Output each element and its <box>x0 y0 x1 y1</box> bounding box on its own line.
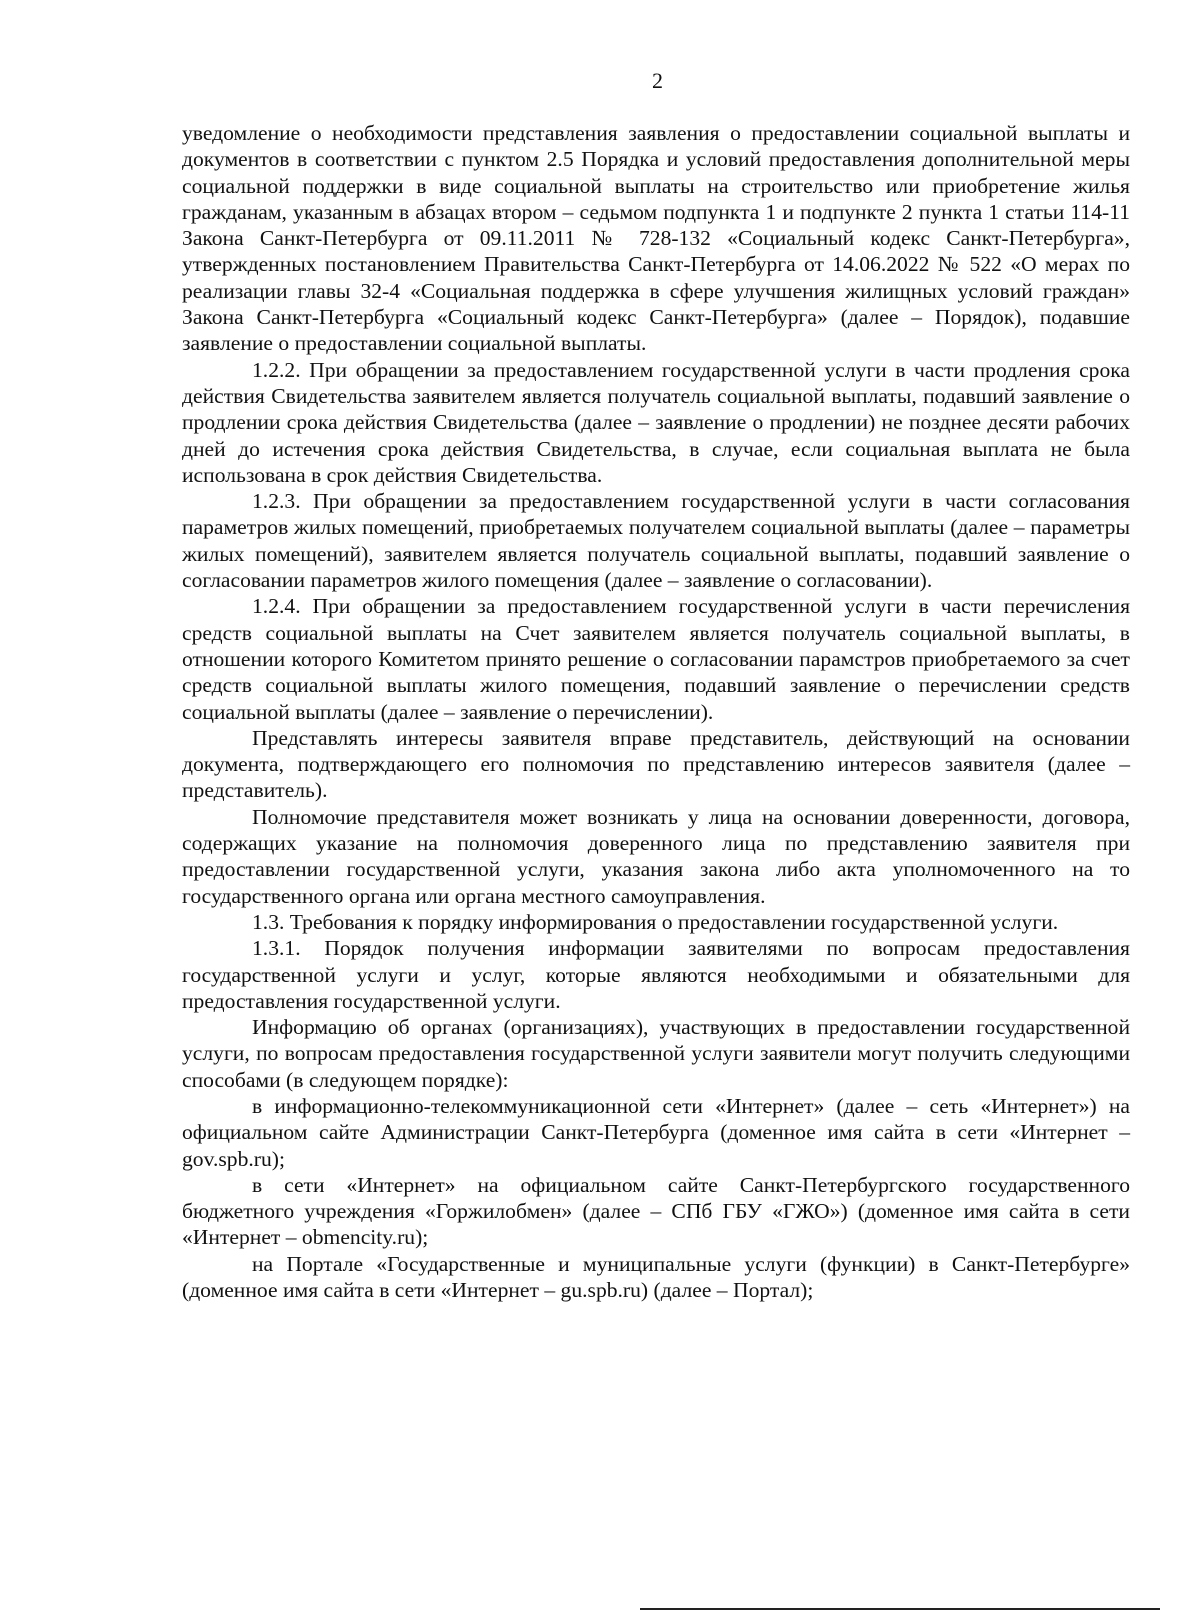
paragraph-continuation: уведомление о необходимости представления заявления о предоставлении социальной выплаты и документов в соответствии с пунктом 2.5 Порядка и условий предоставления дополнительной меры социальной поддержки в виде социальной выплаты на строительство или приобретение жилья гражданам, указанным в абзацах втором – седьмом подпункта 1 и подпункте 2 пункта 1 статьи 114-11 Закона Санкт-Петербурга от 09.11.2011 № 728-132 «Социальный кодекс Санкт-Петербурга», утвержденных постановлением Правительства Санкт-Петербурга от 14.06.2022 № 522 «О мерах по реализации главы 32-4 «Социальная поддержка в сфере улучшения жилищных условий граждан» Закона Санкт-Петербурга «Социальный кодекс Санкт-Петербурга» (далее – Порядок), подавшие заявление о предоставлении социальной выплаты. <box>182 121 1130 356</box>
paragraph-1-2-2: 1.2.2. При обращении за предоставлением государственной услуги в части продления срока действия Свидетельства заявителем является получатель социальной выплаты, подавший заявление о продлении срока действия Свидетельства (далее – заявление о продлении) не позднее десяти рабочих дней до истечения срока действия Свидетельства, в случае, если социальная выплата не была использована в срок действия Свидетельства. <box>182 357 1130 487</box>
paragraph-1-2-3: 1.2.3. При обращении за предоставлением государственной услуги в части согласования параметров жилых помещений, приобретаемых получателем социальной выплаты (далее – параметры жилых помещений), заявителем является получатель социальной выплаты, подавший заявление о согласовании параметров жилого помещения (далее – заявление о согласовании). <box>182 489 1130 593</box>
bottom-divider <box>640 1608 1160 1610</box>
document-body <box>182 120 1130 1303</box>
paragraph-gu-spb-portal: на Портале «Государственные и муниципальные услуги (функции) в Санкт-Петербурге» (доменное имя сайта в сети «Интернет – gu.spb.ru) (далее – Портал); <box>182 1251 1130 1303</box>
paragraph-1-2-4: 1.2.4. При обращении за предоставлением государственной услуги в части перечисления средств социальной выплаты на Счет заявителем является получатель социальной выплаты, в отношении которого Комитетом принято решение о согласовании парамстров приобретаемого за счет средств социальной выплаты жилого помещения, подавший заявление о перечислении средств социальной выплаты (далее – заявление о перечислении). <box>182 594 1130 724</box>
paragraph-representative: Представлять интересы заявителя вправе представитель, действующий на основании документа, подтверждающего его полномочия по представлению интересов заявителя (далее – представитель). <box>182 725 1130 803</box>
paragraph-1-3-1: 1.3.1. Порядок получения информации заявителями по вопросам предоставления государственной услуги и услуг, которые являются необходимыми и обязательными для предоставления государственной услуги. <box>182 936 1130 1013</box>
paragraph-information-ways: Информацию об органах (организациях), участвующих в предоставлении государственной услуги, по вопросам предоставления государственной услуги заявители могут получить следующими способами (в следующем порядке): <box>182 1015 1130 1092</box>
paragraph-1-3: 1.3. Требования к порядку информирования о предоставлении государственной услуги. <box>252 909 1059 934</box>
page-number: 2 <box>652 68 663 93</box>
paragraph-gov-spb-site: в информационно-телекоммуникационной сети «Интернет» (далее – сеть «Интернет») на официальном сайте Администрации Санкт-Петербурга (доменное имя сайта в сети «Интернет – gov.spb.ru); <box>182 1093 1130 1171</box>
paragraph-representative-authority: Полномочие представителя может возникать у лица на основании доверенности, договора, содержащих указание на полномочия доверенного лица по представлению заявителя при предоставлении государственной услуги, указания закона либо акта уполномоченного на то государственного органа или органа местного самоуправления. <box>182 804 1130 908</box>
paragraph-obmencity-site: в сети «Интернет» на официальном сайте Санкт-Петербургского государственного бюджетного учреждения «Горжилобмен» (далее – СПб ГБУ «ГЖО») (доменное имя сайта в сети «Интернет – obmencity.ru); <box>182 1172 1130 1250</box>
